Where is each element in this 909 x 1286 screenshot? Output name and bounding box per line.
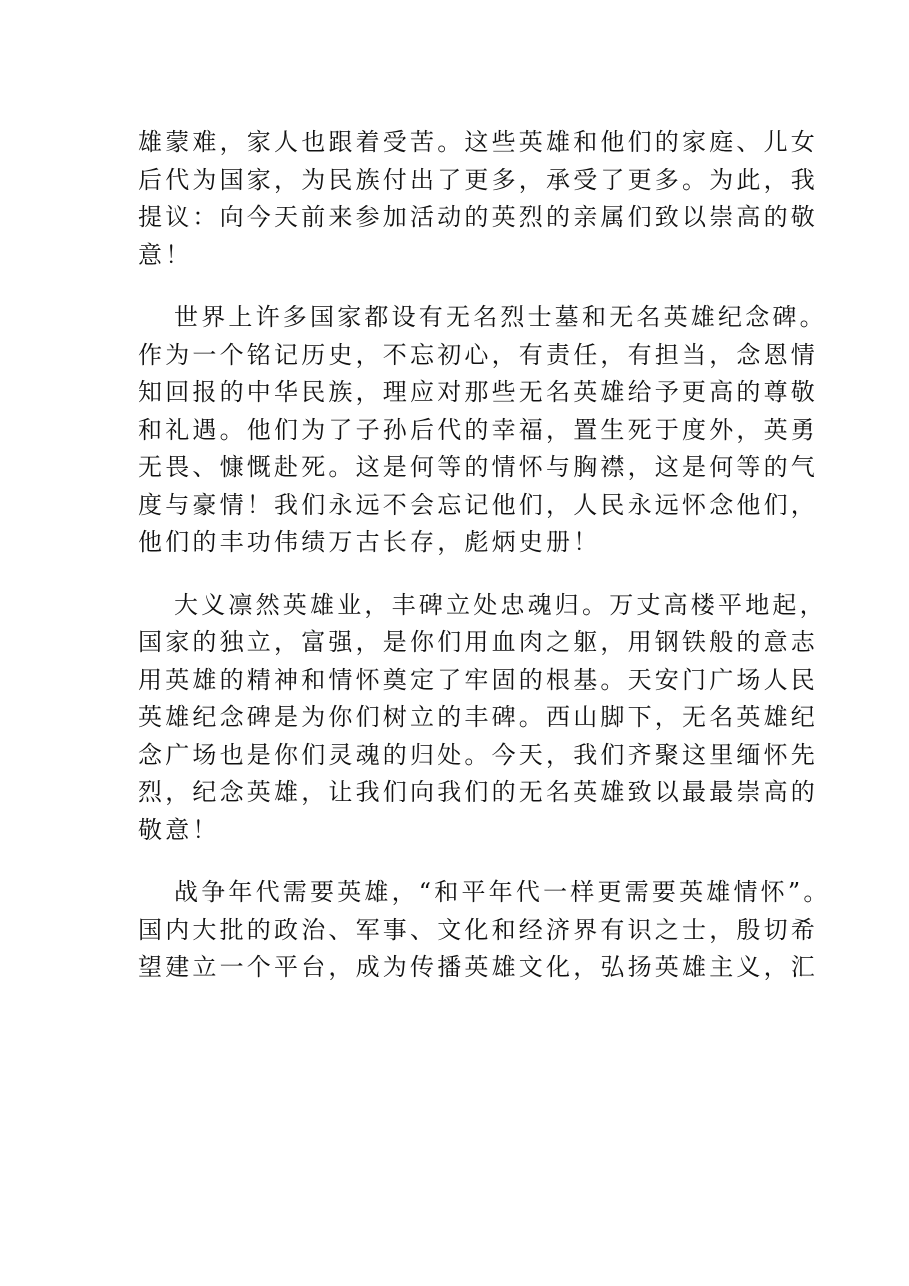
text-line: 他们的丰功伟绩万古长存，彪炳史册！ xyxy=(138,528,601,556)
text-line: 国家的独立，富强，是你们用血肉之躯，用钢铁般的意志 xyxy=(138,628,818,656)
paragraph-2 xyxy=(138,299,827,562)
document-body xyxy=(138,124,831,1012)
text-line: 雄蒙难，家人也跟着受苦。这些英雄和他们的家庭、儿女 xyxy=(138,128,818,156)
text-line: 大义凛然英雄业，丰碑立处忠魂归。万丈高楼平地起， xyxy=(174,590,827,619)
text-line: 后代为国家，为民族付出了更多，承受了更多。为此，我 xyxy=(138,165,818,194)
text-line: 提议：向今天前来参加活动的英烈的亲属们致以崇高的敬 xyxy=(138,203,818,231)
text-line: 度与豪情！我们永远不会忘记他们，人民永远怀念他们， xyxy=(138,490,818,519)
text-line: 意！ xyxy=(138,240,193,269)
paragraph-3 xyxy=(138,587,827,850)
text-line: 用英雄的精神和情怀奠定了牢固的根基。天安门广场人民 xyxy=(138,665,818,694)
text-line: 国内大批的政治、军事、文化和经济界有识之士，殷切希 xyxy=(138,915,818,944)
text-line: 烈，纪念英雄，让我们向我们的无名英雄致以最最崇高的 xyxy=(138,778,818,806)
text-line: 望建立一个平台，成为传播英雄文化，弘扬英雄主义，汇 xyxy=(138,953,818,981)
paragraph-1 xyxy=(138,124,818,274)
text-line: 战争年代需要英雄，“和平年代一样更需要英雄情怀”。 xyxy=(174,878,831,906)
text-line: 敬意！ xyxy=(138,815,220,844)
text-line: 和礼遇。他们为了子孙后代的幸福，置生死于度外，英勇 xyxy=(138,415,818,444)
paragraph-4 xyxy=(138,874,831,987)
text-line: 作为一个铭记历史，不忘初心，有责任，有担当，念恩情 xyxy=(138,340,818,369)
text-line: 知回报的中华民族，理应对那些无名英雄给予更高的尊敬 xyxy=(138,378,818,406)
text-line: 无畏、慷慨赴死。这是何等的情怀与胸襟，这是何等的气 xyxy=(138,453,818,481)
text-line: 世界上许多国家都设有无名烈士墓和无名英雄纪念碑。 xyxy=(174,303,827,331)
text-line: 英雄纪念碑是为你们树立的丰碑。西山脚下，无名英雄纪 xyxy=(138,703,818,731)
text-line: 念广场也是你们灵魂的归处。今天，我们齐聚这里缅怀先 xyxy=(138,740,818,769)
